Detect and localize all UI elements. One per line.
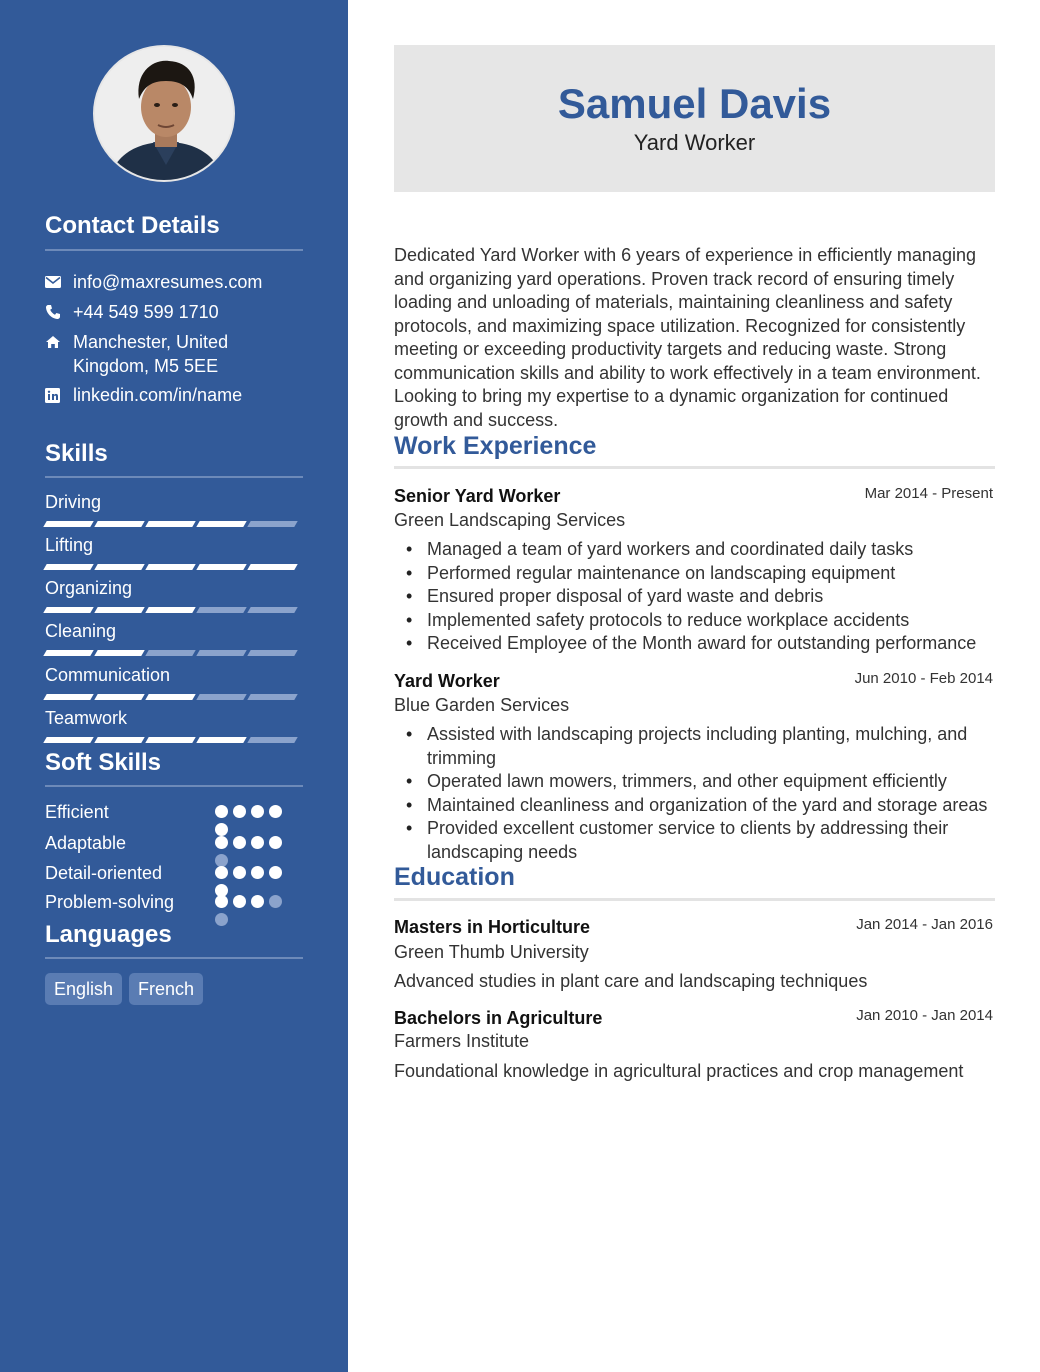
languages-divider xyxy=(45,957,303,959)
contact-linkedin[interactable]: linkedin.com/in/name xyxy=(73,385,243,405)
list-item: • Managed a team of yard workers and coordinated daily tasks xyxy=(394,538,995,562)
skill-level-segment xyxy=(94,607,144,613)
degree-title: Bachelors in Agriculture xyxy=(394,1008,603,1028)
list-item: • Received Employee of the Month award for outstanding performance xyxy=(394,632,995,656)
skill-level-segment xyxy=(94,737,144,743)
linkedin-icon xyxy=(45,383,73,407)
skill-level-segment xyxy=(145,737,195,743)
rating-dot xyxy=(269,895,282,908)
skill-level-segment xyxy=(247,694,297,700)
soft-skill-name: Problem-solving xyxy=(45,892,175,912)
rating-dot xyxy=(251,895,264,908)
education-heading: Education xyxy=(394,863,515,891)
skill-level-segment xyxy=(94,650,144,656)
skill-level-segment xyxy=(43,521,93,527)
degree-school: Green Thumb University xyxy=(394,942,589,962)
contact-phone[interactable]: +44 549 599 1710 xyxy=(73,302,219,322)
skill-level-segment xyxy=(196,607,246,613)
rating-dot xyxy=(251,805,264,818)
list-item: • Maintained cleanliness and organization of the yard and storage areas xyxy=(394,794,994,818)
soft-skill-name: Detail-oriented xyxy=(45,863,163,883)
soft-skill-name: Adaptable xyxy=(45,833,127,853)
summary-paragraph: Dedicated Yard Worker with 6 years of experience in efficiently managing and organizing yard operations. Proven track record of ensuring timely loading and unloading of materials, maintaining cleanliness and safety protocols, and maximizing space utilization. Recognized for consistently meeting or exceeding productivity targets and reducing waste. Strong communication skills and ability to work effectively in a team environment. Looking to bring my expertise to a dynamic organization for continued growth and success. xyxy=(394,245,981,430)
skill-level-segment xyxy=(43,694,93,700)
skill-level-segment xyxy=(43,650,93,656)
skill-level-segment xyxy=(196,737,246,743)
skill-level-segment xyxy=(196,564,246,570)
avatar xyxy=(93,45,235,182)
rating-dot xyxy=(251,866,264,879)
rating-dot xyxy=(215,836,228,849)
languages-heading: Languages xyxy=(45,921,172,948)
language-tag: English xyxy=(45,973,122,1005)
rating-dot xyxy=(233,895,246,908)
rating-dot xyxy=(251,836,264,849)
skill-level-segment xyxy=(145,650,195,656)
soft-skill-name: Efficient xyxy=(45,802,109,822)
skill-level-segment xyxy=(196,650,246,656)
skill-level-segment xyxy=(145,521,195,527)
soft-skills-heading: Soft Skills xyxy=(45,749,162,776)
rating-dot xyxy=(215,913,228,926)
rating-dot xyxy=(233,836,246,849)
skill-level-segment xyxy=(145,694,195,700)
contact-phone-row xyxy=(45,300,273,324)
list-item: • Ensured proper disposal of yard waste and debris xyxy=(394,585,995,609)
rating-dot xyxy=(215,895,228,908)
soft-skill-rating xyxy=(215,895,287,931)
skill-name: Driving xyxy=(45,492,102,512)
skill-level-segment xyxy=(145,607,195,613)
skill-level-segment xyxy=(43,737,93,743)
skill-level-segment xyxy=(196,521,246,527)
skill-level-bar xyxy=(45,607,296,613)
skill-name: Cleaning xyxy=(45,621,117,641)
profile-photo xyxy=(95,47,235,182)
contact-linkedin-row xyxy=(45,383,273,407)
rating-dot xyxy=(233,805,246,818)
skill-level-segment xyxy=(247,737,297,743)
job-dates: Mar 2014 - Present xyxy=(864,485,993,502)
job-company: Green Landscaping Services xyxy=(394,510,626,530)
skills-divider xyxy=(45,476,303,478)
language-tag: French xyxy=(129,973,203,1005)
rating-dot xyxy=(215,823,228,836)
list-item: • Assisted with landscaping projects including planting, mulching, and trimming xyxy=(394,723,994,770)
rating-dot xyxy=(215,866,228,879)
education-divider xyxy=(394,898,995,901)
list-item: • Provided excellent customer service to clients by addressing their landscaping needs xyxy=(394,817,994,864)
skill-level-segment xyxy=(145,564,195,570)
degree-description: Foundational knowledge in agricultural practices and crop management xyxy=(394,1061,964,1081)
name-header xyxy=(394,45,995,192)
skill-name: Organizing xyxy=(45,578,133,598)
job-bullets xyxy=(394,538,995,656)
candidate-title: Yard Worker xyxy=(633,130,756,155)
contact-location: Manchester, United Kingdom, M5 5EE xyxy=(73,332,229,376)
languages-list xyxy=(45,973,203,1005)
skill-level-bar xyxy=(45,521,296,527)
experience-divider xyxy=(394,466,995,469)
degree-dates: Jan 2014 - Jan 2016 xyxy=(856,916,993,933)
skill-name: Communication xyxy=(45,665,171,685)
skill-level-segment xyxy=(247,521,297,527)
skill-level-segment xyxy=(94,694,144,700)
degree-description: Advanced studies in plant care and landscaping techniques xyxy=(394,971,868,991)
skill-level-segment xyxy=(196,694,246,700)
sidebar xyxy=(0,0,348,1372)
skill-level-segment xyxy=(247,607,297,613)
skill-level-segment xyxy=(247,564,297,570)
rating-dot xyxy=(269,805,282,818)
degree-school: Farmers Institute xyxy=(394,1031,530,1051)
list-item: • Implemented safety protocols to reduce workplace accidents xyxy=(394,609,995,633)
job-title: Senior Yard Worker xyxy=(394,486,561,506)
contact-divider xyxy=(45,249,303,251)
skill-level-segment xyxy=(94,564,144,570)
skill-level-segment xyxy=(43,607,93,613)
contact-heading: Contact Details xyxy=(45,212,220,239)
skill-level-bar xyxy=(45,694,296,700)
rating-dot xyxy=(215,805,228,818)
degree-dates: Jan 2010 - Jan 2014 xyxy=(856,1007,993,1024)
skill-level-segment xyxy=(43,564,93,570)
contact-location-row xyxy=(45,330,273,378)
job-bullets xyxy=(394,723,994,864)
skill-level-bar xyxy=(45,737,296,743)
list-item: • Performed regular maintenance on landscaping equipment xyxy=(394,562,995,586)
skill-level-bar xyxy=(45,564,296,570)
contact-email[interactable]: info@maxresumes.com xyxy=(73,272,263,292)
phone-icon xyxy=(45,300,73,324)
soft-skills-divider xyxy=(45,785,303,787)
envelope-icon xyxy=(45,270,73,294)
skill-level-bar xyxy=(45,650,296,656)
experience-heading: Work Experience xyxy=(394,432,597,460)
rating-dot xyxy=(233,866,246,879)
skill-level-segment xyxy=(94,521,144,527)
skills-heading: Skills xyxy=(45,440,108,467)
rating-dot xyxy=(269,866,282,879)
skill-name: Lifting xyxy=(45,535,94,555)
contact-email-row xyxy=(45,270,273,294)
rating-dot xyxy=(269,836,282,849)
skill-level-segment xyxy=(247,650,297,656)
list-item: • Operated lawn mowers, trimmers, and other equipment efficiently xyxy=(394,770,994,794)
candidate-name: Samuel Davis xyxy=(557,80,832,127)
home-icon xyxy=(45,330,73,354)
job-company: Blue Garden Services xyxy=(394,695,570,715)
skill-name: Teamwork xyxy=(45,708,128,728)
job-title: Yard Worker xyxy=(394,671,500,691)
job-dates: Jun 2010 - Feb 2014 xyxy=(854,670,993,687)
degree-title: Masters in Horticulture xyxy=(394,917,591,937)
